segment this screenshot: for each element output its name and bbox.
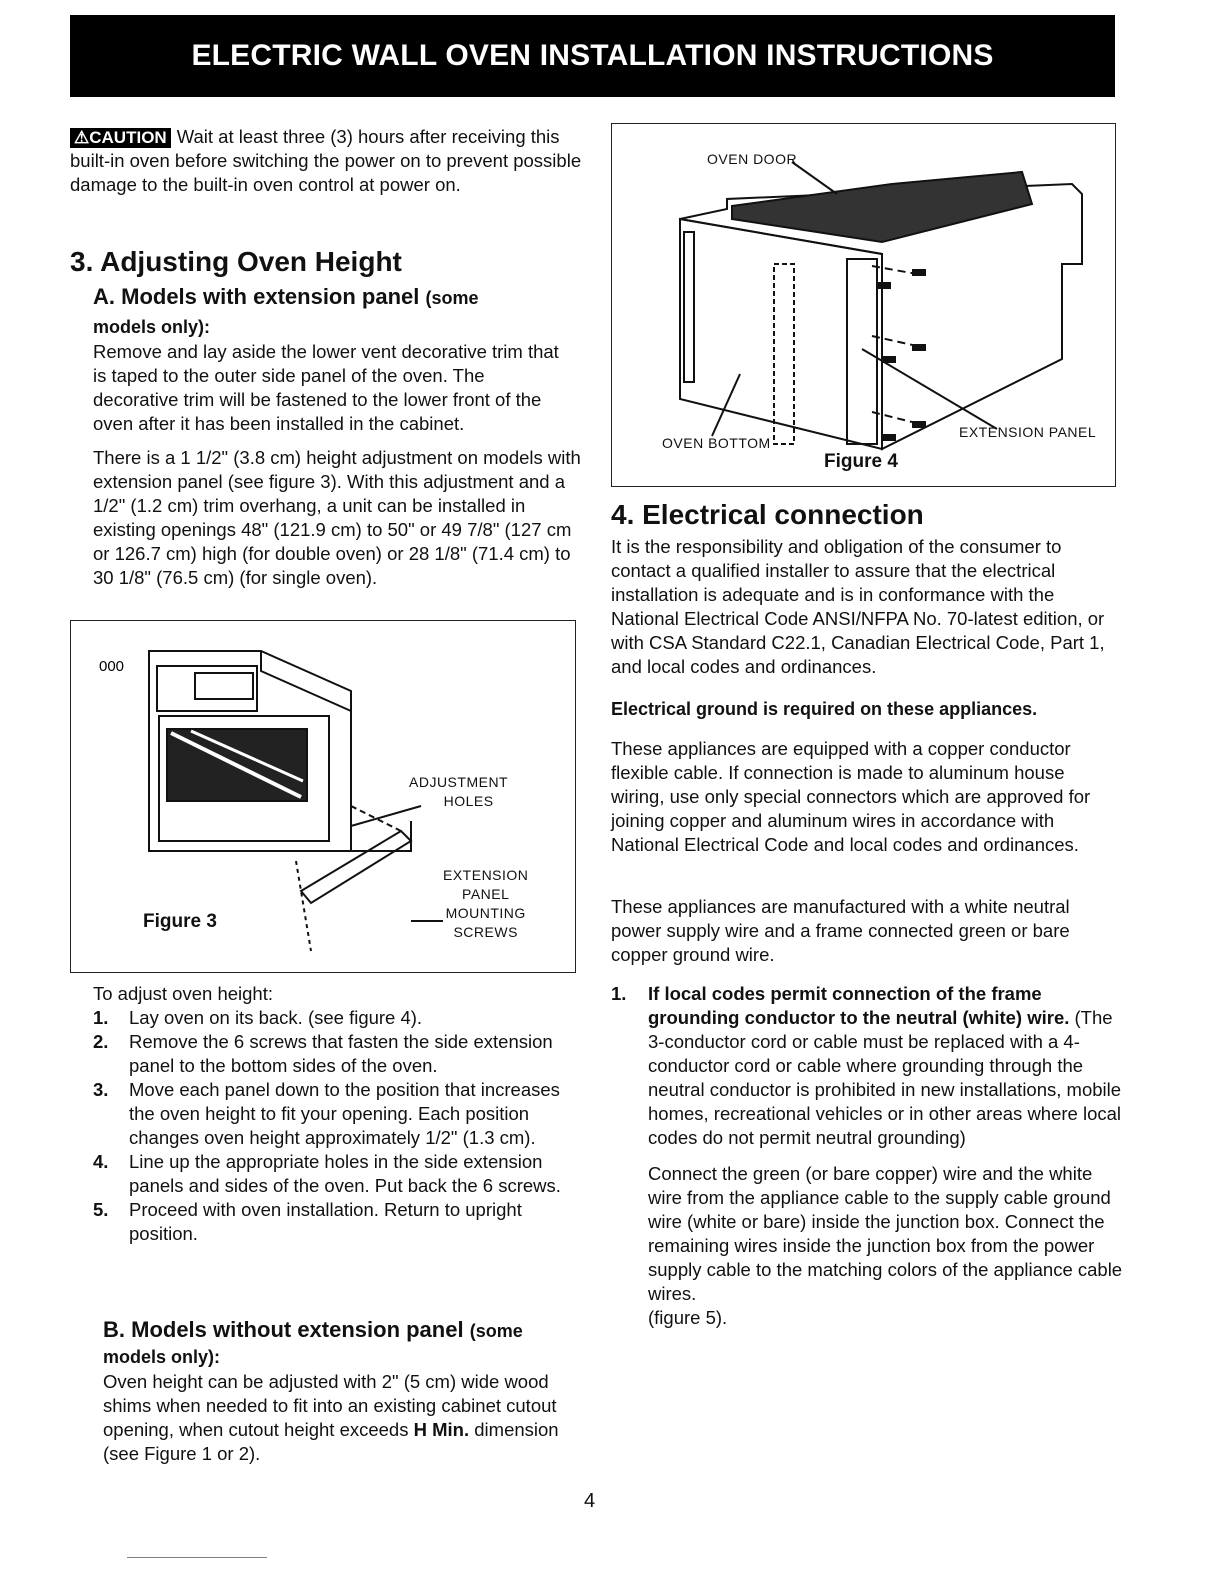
step-item — [93, 1198, 583, 1246]
steps-intro: To adjust oven height: — [93, 983, 273, 1004]
step-text: Remove the 6 screws that fasten the side extension panel to the bottom sides of the oven. — [129, 1031, 553, 1076]
figure-reference: (figure 5). — [648, 1307, 728, 1328]
section-3b-heading — [103, 1313, 523, 1348]
header-title: ELECTRIC WALL OVEN INSTALLATION INSTRUCTIONS — [191, 39, 994, 72]
item-number: 1. — [611, 983, 627, 1004]
section-3a-para1: Remove and lay aside the lower vent decorative trim that is taped to the outer side panel of the oven. The decorative trim will be fastened to the lower front of the oven after it has been installed in the cabinet. — [93, 341, 559, 434]
section-4-para1: It is the responsibility and obligation of the consumer to contact a qualified installer to assure that the electrical installation is adequate and is in conformance with the National Electrical Code ANSI/NFPA No. 70-latest edition, or with CSA Standard C22.1, Canadian Electrical Code, Part 1, and local codes and ordinances. — [611, 536, 1105, 677]
step-text: Proceed with oven installation. Return to upright position. — [129, 1199, 522, 1244]
section-3-title: 3. Adjusting Oven Height — [70, 246, 402, 277]
heading-note: (some — [469, 1321, 523, 1341]
label-line: SCREWS — [453, 924, 518, 940]
para-text: Oven height can be adjusted with 2" (5 cm) wide wood shims when needed to fit into an existing cabinet cutout opening, when cutout height exceeds — [103, 1371, 557, 1440]
caution-badge — [70, 128, 171, 148]
step-item — [93, 1030, 583, 1078]
step-number: 4. — [93, 1151, 109, 1172]
section-3b-para — [103, 1370, 575, 1466]
step-number: 1. — [93, 1007, 109, 1028]
caution-text: Wait at least three (3) hours after receiving this built-in oven before switching the power on to prevent possible damage to the built-in oven control at power on. — [70, 126, 582, 195]
para-text: dimension (see Figure 1 or 2). — [103, 1419, 559, 1464]
heading-note: (some — [425, 288, 479, 308]
footer-rule — [127, 1557, 267, 1558]
label-adjustment-holes — [409, 773, 508, 811]
step-item — [93, 1006, 583, 1030]
electrical-item-1 — [611, 982, 1123, 1330]
step-text: Move each panel down to the position that increases the oven height to fit your opening. Each position changes oven height approximately 1/2" (1.3 cm). — [129, 1079, 560, 1148]
step-text: Lay oven on its back. (see figure 4). — [129, 1007, 423, 1028]
steps-list — [93, 1006, 583, 1246]
ground-required-note: Electrical ground is required on these appliances. — [611, 699, 1038, 719]
figure-3-caption: Figure 3 — [143, 911, 217, 932]
label-oven-bottom: OVEN BOTTOM — [662, 435, 771, 451]
label-line: ADJUSTMENT — [409, 774, 509, 790]
label-line: EXTENSION — [443, 867, 529, 883]
heading-text: B. Models without extension panel — [103, 1317, 464, 1342]
label-line: HOLES — [443, 793, 494, 809]
heading-text: A. Models with extension panel — [93, 284, 420, 309]
figure-3 — [70, 620, 576, 973]
item-bold: If local codes permit connection of the frame grounding conductor to the neutral (white) wire. — [648, 983, 1070, 1028]
label-extension-panel: EXTENSION PANEL — [959, 424, 1097, 440]
section-4-title: 4. Electrical connection — [611, 499, 924, 530]
label-extension-panel-screws — [443, 866, 528, 942]
warning-icon: ⚠ — [74, 128, 90, 147]
section-4-para2: These appliances are equipped with a copper conductor flexible cable. If connection is made to aluminum house wiring, use only special connectors which are approved for joining copper and aluminum wires in accordance with National Electrical Code and local codes and ordinances. — [611, 738, 1091, 855]
label-oven-door: OVEN DOOR — [707, 151, 798, 167]
section-3b-note: models only): — [103, 1347, 221, 1367]
step-item — [93, 1150, 583, 1198]
step-number: 3. — [93, 1079, 109, 1100]
label-line: MOUNTING — [445, 905, 526, 921]
section-4-para3: These appliances are manufactured with a white neutral power supply wire and a frame connected green or bare copper ground wire. — [611, 896, 1070, 965]
label-line: PANEL — [462, 886, 510, 902]
caution-label: CAUTION — [89, 128, 167, 147]
para-bold: H Min. — [413, 1419, 470, 1440]
item-para: Connect the green (or bare copper) wire and the white wire from the appliance cable to the supply cable ground wire (white or bare) inside the junction box. Connect the remaining wires inside the junction box from the power supply cable to the matching colors of the appliance cable wires. — [648, 1163, 1123, 1304]
section-3a-para2: There is a 1 1/2" (3.8 cm) height adjustment on models with extension panel (see figure 3). With this adjustment and a 1/2" (1.2 cm) trim overhang, a unit can be installed in existing openings 48" (121.9 cm) to 50" or 49 7/8" (127 cm or 126.7 cm) high (for double oven) or 28 1/8" (71.4 cm) to 30 1/8" (76.5 cm) (for single oven). — [93, 447, 581, 588]
caution-note — [70, 125, 582, 197]
section-3a-note: models only): — [93, 317, 211, 337]
step-text: Line up the appropriate holes in the side extension panels and sides of the oven. Put back the 6 screws. — [129, 1151, 561, 1196]
step-item — [93, 1078, 583, 1150]
section-3a-heading — [93, 280, 479, 315]
display-text: 000 — [99, 658, 125, 675]
figure-4 — [611, 123, 1116, 487]
figure-4-caption: Figure 4 — [824, 451, 898, 472]
step-number: 5. — [93, 1199, 109, 1220]
item-text: (The 3-conductor cord or cable must be replaced with a 4-conductor cord or cable where grounding through the neutral conductor is prohibited in new installations, mobile homes, recreational vehicles or in other areas where local codes do not permit neutral grounding) — [648, 1007, 1122, 1148]
page-header — [70, 15, 1115, 97]
page-number: 4 — [584, 1490, 596, 1512]
step-number: 2. — [93, 1031, 109, 1052]
